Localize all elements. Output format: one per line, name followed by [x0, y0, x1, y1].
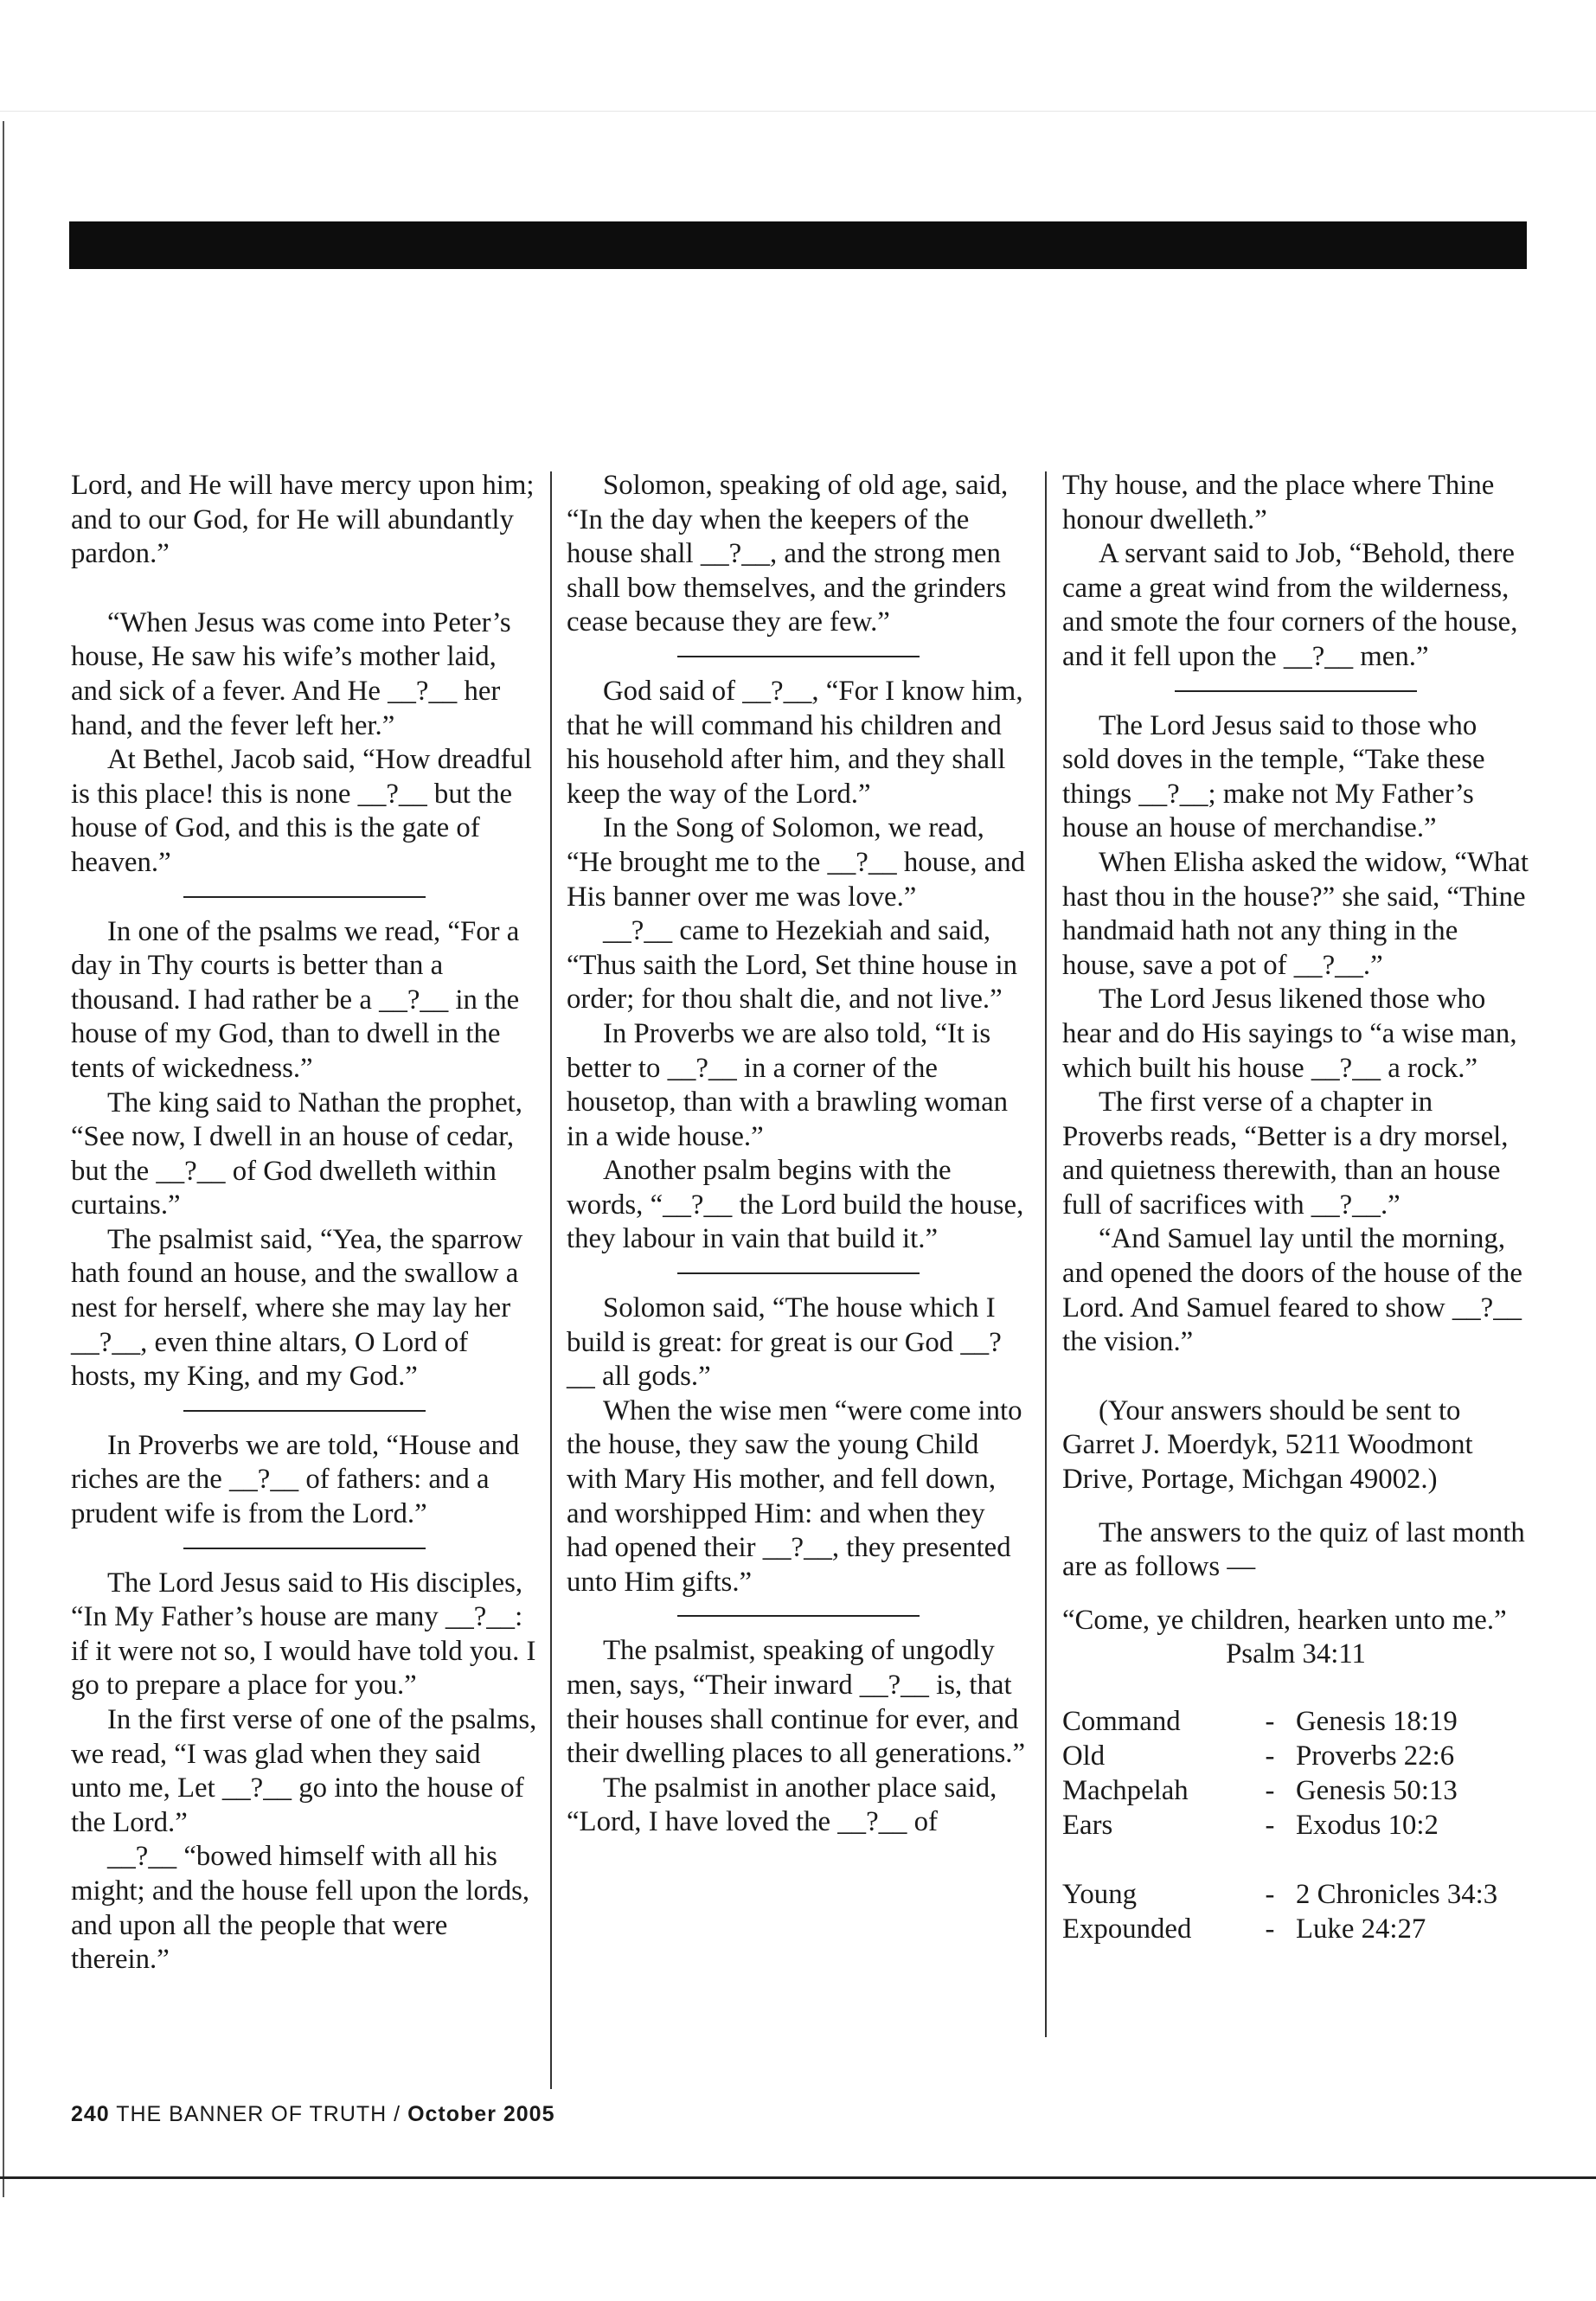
answers-spacer	[1062, 1843, 1529, 1878]
answer-word: Machpelah	[1062, 1775, 1189, 1806]
section-rule	[677, 1615, 920, 1617]
answer-word: Command	[1062, 1706, 1181, 1737]
column-3	[1062, 469, 1529, 1947]
paragraph: The Lord Jesus said to those who sold doves in the temple, “Take these things __?__; make not My Father’s house an house of merchandise.”	[1062, 709, 1485, 844]
answer-row	[1062, 1809, 1529, 1843]
paragraph: “And Samuel lay until the morning, and opened the doors of the house of the Lord. And Samuel feared to show __?__ the vision.”	[1062, 1223, 1522, 1358]
answer-dash: -	[1265, 1913, 1275, 1945]
answer-row	[1062, 1740, 1529, 1774]
answer-row	[1062, 1774, 1529, 1809]
publication-title: THE BANNER OF TRUTH	[116, 2102, 388, 2126]
paragraph: In the first verse of one of the psalms, we read, “I was glad when they said unto me, Let __?__ go into the house of the Lord.”	[71, 1704, 537, 1838]
answer-word: Old	[1062, 1740, 1106, 1772]
section-rule	[183, 1410, 426, 1412]
paragraph: In Proverbs we are also told, “It is better to __?__ in a corner of the housetop, than with a brawling woman in a wide house.”	[567, 1017, 1009, 1152]
paragraph: In Proverbs we are told, “House and riches are the __?__ of fathers: and a prudent wife is from the Lord.”	[71, 1429, 520, 1530]
answer-ref: 2 Chronicles 34:3	[1296, 1879, 1498, 1910]
paragraph: The Lord Jesus likened those who hear and do His sayings to “a wise man, which built his house __?__ a rock.”	[1062, 984, 1517, 1084]
paragraph: Another psalm begins with the words, “__?__ the Lord build the house, they labour in vain that build it.”	[567, 1155, 1024, 1255]
paragraph: The answers to the quiz of last month are as follows —	[1062, 1516, 1525, 1583]
answer-word: Ears	[1062, 1810, 1113, 1841]
paragraph: __?__ came to Hezekiah and said, “Thus saith the Lord, Set thine house in order; for thou shalt die, and not live.”	[567, 915, 1018, 1016]
paragraph: The psalmist said, “Yea, the sparrow hath found an house, and the swallow a nest for herself, where she may lay her __?__, even thine altars, O Lord of hosts, my King, and my God.”	[71, 1223, 523, 1393]
answer-dash: -	[1265, 1706, 1275, 1737]
answer-ref: Proverbs 22:6	[1296, 1740, 1455, 1772]
page-number: 240	[71, 2102, 110, 2126]
page-bottom-rule	[0, 2176, 1596, 2179]
answer-dash: -	[1265, 1810, 1275, 1841]
header-bar	[69, 221, 1527, 269]
column-divider	[550, 471, 552, 2089]
paragraph: “When Jesus was come into Peter’s house, He saw his wife’s mother laid, and sick of a fever. And He __?__ her hand, and the fever left her.”	[71, 606, 511, 741]
page-footer	[71, 2102, 555, 2127]
paragraph: God said of __?__, “For I know him, that he will command his children and his household after him, and they shall keep the way of the Lord.”	[567, 675, 1023, 810]
answer-dash: -	[1265, 1775, 1275, 1806]
answer-quote: “Come, ye children, hearken unto me.”	[1062, 1604, 1507, 1636]
address-note: (Your answers should be sent to Garret J. Moerdyk, 5211 Woodmont Drive, Portage, Michgan 49002.)	[1062, 1394, 1473, 1496]
paragraph: When the wise men “were come into the house, they saw the young Child with Mary His mother, and fell down, and worshipped Him: and when they had opened their __?__, they presented unto Him gifts.”	[567, 1394, 1022, 1598]
answer-ref: Luke 24:27	[1296, 1913, 1426, 1945]
column-divider	[1045, 471, 1047, 2037]
paragraph: __?__ “bowed himself with all his might; and the house fell upon the lords, and upon all the people that were therein.”	[71, 1841, 530, 1976]
section-rule	[183, 896, 426, 898]
answer-row	[1062, 1913, 1529, 1947]
paragraph: Solomon, speaking of old age, said, “In the day when the keepers of the house shall __?__, and the strong men shall bow themselves, and the grinders cease because they are few.”	[567, 470, 1009, 638]
answers-table	[1062, 1705, 1529, 1947]
answer-dash: -	[1265, 1740, 1275, 1772]
paragraph: When Elisha asked the widow, “What hast thou in the house?” she said, “Thine handmaid hath not any thing in the house, save a pot of __?__.”	[1062, 846, 1529, 981]
paragraph: The king said to Nathan the prophet, “See now, I dwell in an house of cedar, but the __?__ of God dwelleth within curtains.”	[71, 1086, 522, 1221]
footer-separator: /	[394, 2102, 401, 2126]
paragraph: Solomon said, “The house which I build is great: for great is our God __?__ all gods.”	[567, 1292, 1002, 1393]
paragraph: In one of the psalms we read, “For a day in Thy courts is better than a thousand. I had rather be a __?__ in the house of my God, than to dwell in the tents of wickedness.”	[71, 915, 520, 1084]
issue-date: October 2005	[407, 2102, 555, 2126]
paragraph: At Bethel, Jacob said, “How dreadful is this place! this is none __?__ but the house of God, and this is the gate of heaven.”	[71, 744, 532, 878]
answer-quote-ref: Psalm 34:11	[1226, 1638, 1366, 1670]
paragraph: Lord, and He will have mercy upon him; and to our God, for He will abundantly pardon.”	[71, 470, 535, 570]
paragraph: The first verse of a chapter in Proverbs reads, “Better is a dry morsel, and quietness therewith, than an house full of sacrifices with __?__.”	[1062, 1086, 1509, 1221]
paragraph: The psalmist, speaking of ungodly men, says, “Their inward __?__ is, that their houses shall continue for ever, and their dwelling places to all generations.”	[567, 1635, 1026, 1770]
page-top-edge	[0, 111, 1596, 112]
answer-word: Expounded	[1062, 1913, 1192, 1945]
paragraph: A servant said to Job, “Behold, there came a great wind from the wilderness, and smote the four corners of the house, and it fell upon the __?__ men.”	[1062, 538, 1518, 672]
answer-word: Young	[1062, 1879, 1137, 1910]
answer-row	[1062, 1878, 1529, 1913]
paragraph: In the Song of Solomon, we read, “He brought me to the __?__ house, and His banner over me was love.”	[567, 812, 1026, 913]
answer-dash: -	[1265, 1879, 1275, 1910]
page-left-edge	[3, 121, 4, 2197]
paragraph: Thy house, and the place where Thine honour dwelleth.”	[1062, 470, 1495, 535]
answer-row	[1062, 1705, 1529, 1740]
paragraph: The Lord Jesus said to His disciples, “In My Father’s house are many __?__: if it were not so, I would have told you. I go to prepare a place for you.”	[71, 1567, 536, 1702]
section-rule	[183, 1548, 426, 1549]
answer-ref: Genesis 18:19	[1296, 1706, 1458, 1737]
paragraph: The psalmist in another place said, “Lord, I have loved the __?__ of	[567, 1772, 997, 1838]
section-rule	[677, 1272, 920, 1274]
answer-ref: Exodus 10:2	[1296, 1810, 1439, 1841]
section-rule	[1175, 690, 1417, 692]
answer-ref: Genesis 50:13	[1296, 1775, 1458, 1806]
column-1	[71, 469, 538, 1977]
column-2	[567, 469, 1029, 1840]
section-rule	[677, 656, 920, 657]
